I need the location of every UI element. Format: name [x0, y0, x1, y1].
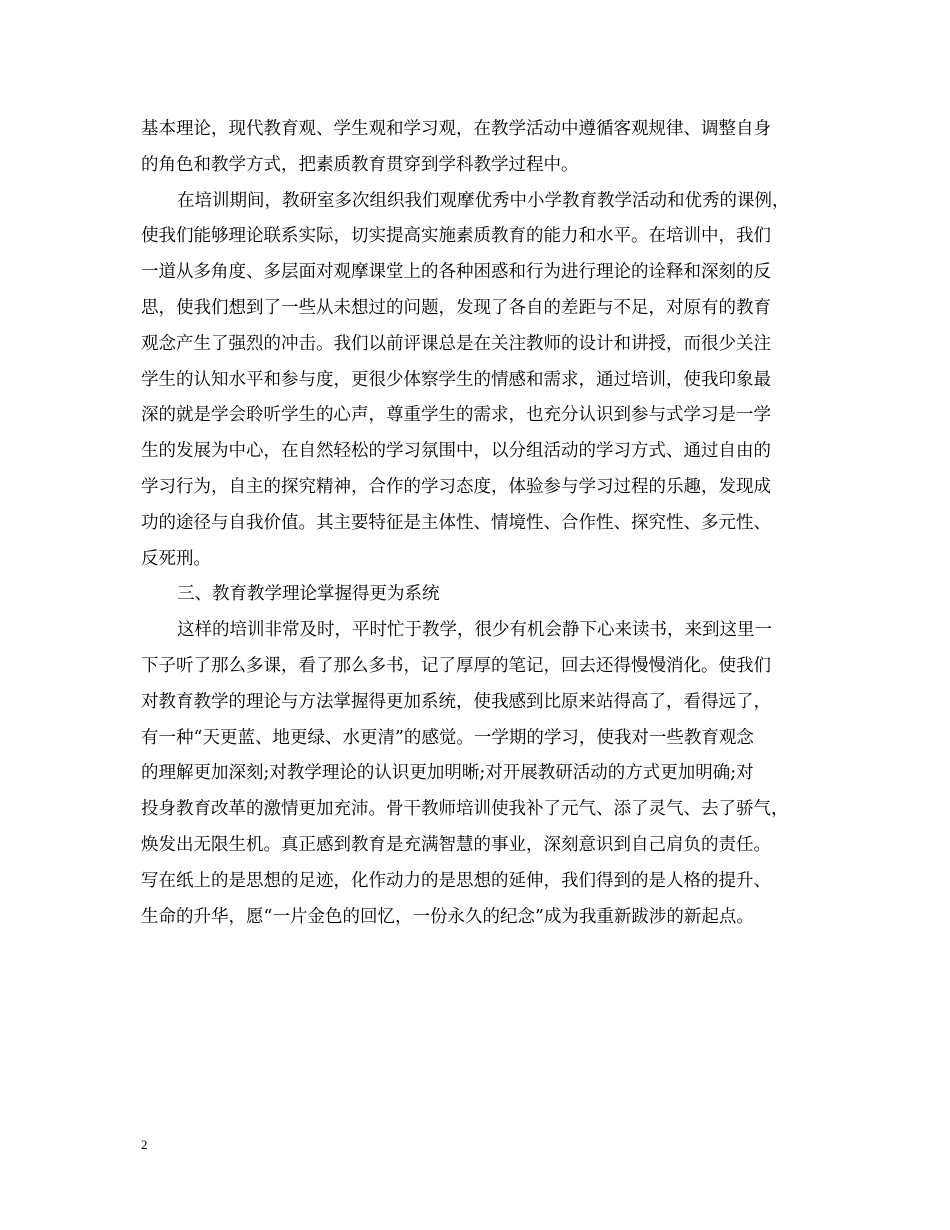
text-line: 功的途径与自我价值。其主要特征是主体性、情境性、合作性、探究性、多元性、: [141, 512, 771, 533]
text-line: 反死刑。: [141, 548, 211, 569]
text-line: 的理解更加深刻;对教学理论的认识更加明晰;对开展教研活动的方式更加明确;对: [141, 763, 754, 784]
text-line: 生命的升华，愿“一片金色的回忆，一份永久的纪念”成为我重新跋涉的新起点。: [141, 906, 754, 927]
text-line: 焕发出无限生机。真正感到教育是充满智慧的事业，深刻意识到自己肩负的责任。: [141, 834, 771, 855]
text-line: 生的发展为中心，在自然轻松的学习氛围中，以分组活动的学习方式、通过自由的: [141, 441, 771, 462]
text-line: 基本理论，现代教育观、学生观和学习观，在教学活动中遵循客观规律、调整自身: [141, 119, 771, 139]
page-number: 2: [141, 1137, 148, 1152]
document-body: [141, 112, 821, 935]
section-heading: 三、教育教学理论掌握得更为系统: [177, 584, 440, 605]
text-line: 观念产生了强烈的冲击。我们以前评课总是在关注教师的设计和讲授，而很少关注: [141, 333, 771, 354]
text-line: 投身教育改革的激情更加充沛。骨干教师培训使我补了元气、添了灵气、去了骄气，: [141, 799, 789, 820]
text-line: 写在纸上的是思想的足迹，化作动力的是思想的延伸，我们得到的是人格的提升、: [141, 870, 771, 891]
text-line: 思，使我们想到了一些从未想过的问题，发现了各自的差距与不足，对原有的教育: [141, 297, 771, 318]
paragraph-start-line: 在培训期间，教研室多次组织我们观摩优秀中小学教育教学活动和优秀的课例，: [177, 190, 790, 211]
text-line: 使我们能够理论联系实际，切实提高实施素质教育的能力和水平。在培训中，我们: [141, 226, 771, 247]
paragraph-start-line: 这样的培训非常及时，平时忙于教学，很少有机会静下心来读书，来到这里一: [177, 620, 772, 641]
text-line: 对教育教学的理论与方法掌握得更加系统，使我感到比原来站得高了，看得远了，: [141, 691, 771, 712]
text-line: 有一种“天更蓝、地更绿、水更清”的感觉。一学期的学习，使我对一些教育观念: [141, 727, 754, 748]
text-line: 学习行为，自主的探究精神，合作的学习态度，体验参与学习过程的乐趣，发现成: [141, 476, 771, 497]
text-line: 学生的认知水平和参与度，更很少体察学生的情感和需求，通过培训，使我印象最: [141, 369, 771, 390]
text-line: 一道从多角度、多层面对观摩课堂上的各种困惑和行为进行理论的诠释和深刻的反: [141, 262, 771, 283]
text-line: 深的就是学会聆听学生的心声，尊重学生的需求，也充分认识到参与式学习是一学: [141, 405, 771, 426]
text-line: 下子听了那么多课，看了那么多书，记了厚厚的笔记，回去还得慢慢消化。使我们: [141, 655, 771, 676]
text-line: 的角色和教学方式，把素质教育贯穿到学科教学过程中。: [141, 154, 579, 175]
